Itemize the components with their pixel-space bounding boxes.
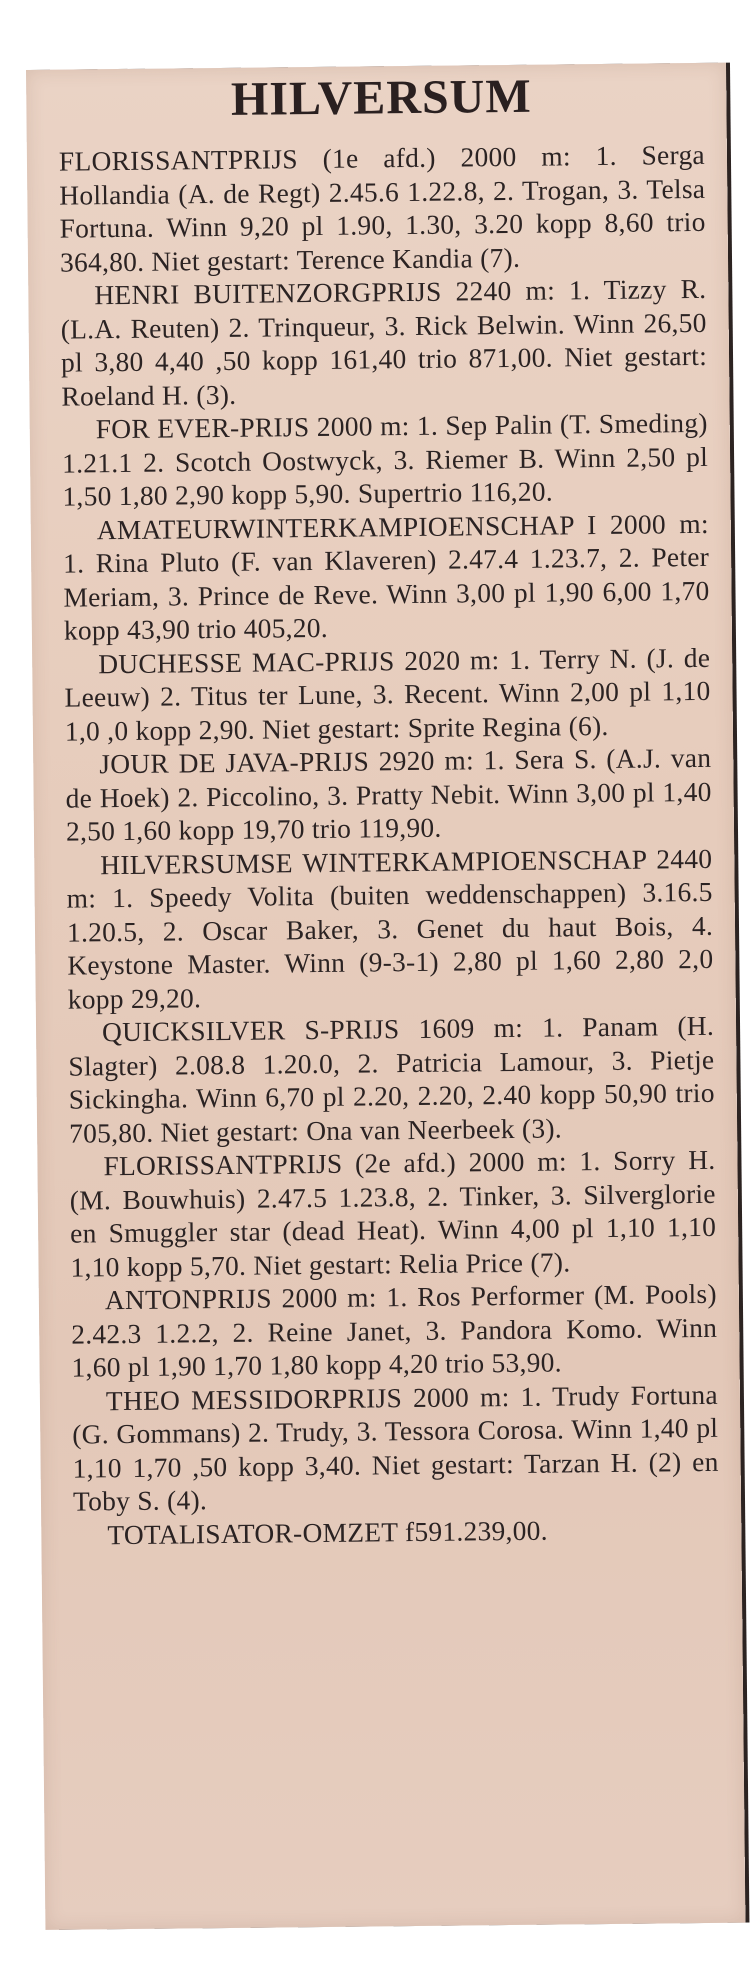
race-result-5: DUCHESSE MAC-PRIJS 2020 m: 1. Terry N. (J. de Leeuw) 2. Titus ter Lune, 3. Recent. Winn 2,00 pl 1,10 1,0 ,0 kopp 2,90. Niet gestart: Sprite Regina (6). <box>64 642 711 747</box>
race-result-9: FLORISSANTPRIJS (2e afd.) 2000 m: 1. Sorry H. (M. Bouwhuis) 2.47.5 1.23.8, 2. Tinker, 3. Silverglorie en Smuggler star (dead Heat). Winn 4,00 pl 1,10 1,10 1,10 kopp 5,70. Niet gestart: Relia Price (7). <box>69 1144 717 1283</box>
race-result-3: FOR EVER-PRIJS 2000 m: 1. Sep Palin (T. Smeding) 1.21.1 2. Scotch Oostwyck, 3. Riemer B. Winn 2,50 pl 1,50 1,80 2,90 kopp 5,90. Supertrio 116,20. <box>61 407 709 512</box>
totalisator-total: TOTALISATOR-OMZET f591.239,00. <box>107 1515 548 1550</box>
race-results <box>59 139 720 1553</box>
race-result-10: ANTONPRIJS 2000 m: 1. Ros Performer (M. Pools) 2.42.3 1.2.2, 2. Reine Janet, 3. Pandora Komo. Winn 1,60 pl 1,90 1,70 1,80 kopp 4,20 trio 53,90. <box>71 1278 718 1383</box>
article-title: HILVERSUM <box>230 69 532 126</box>
race-result-11: THEO MESSIDORPRIJS 2000 m: 1. Trudy Fortuna (G. Gommans) 2. Trudy, 3. Tessora Corosa. Winn 1,40 pl 1,10 1,70 ,50 kopp 3,40. Niet gestart: Tarzan H. (2) en Toby S. (4). <box>72 1379 719 1517</box>
race-result-8: QUICKSILVER S-PRIJS 1609 m: 1. Panam (H. Slagter) 2.08.8 1.20.0, 2. Patricia Lamour, 3. Pietje Sickingha. Winn 6,70 pl 2.20, 2.20, 2.40 kopp 50,90 trio 705,80. Niet gestart: Ona van Neerbeek (3). <box>68 1010 715 1149</box>
race-result-1: FLORISSANTPRIJS (1e afd.) 2000 m: 1. Serga Hollandia (A. de Regt) 2.45.6 1.22.8, 2. Trogan, 3. Telsa Fortuna. Winn 9,20 pl 1.90, 1.30, 3.20 kopp 8,60 trio 364,80. Niet gestart: Terence Kandia (7). <box>58 139 706 278</box>
race-result-7: HILVERSUMSE WINTERKAMPIOENSCHAP 2440 m: 1. Speedy Volita (buiten weddenschappen) 3.16.5 1.20.5, 2. Oscar Baker, 3. Genet du haut Bois, 4. Keystone Master. Winn (9-3-1) 2,80 pl 1,60 2,80 2,0 kopp 29,20. <box>66 843 714 1015</box>
race-result-2: HENRI BUITENZORGPRIJS 2240 m: 1. Tizzy R. (L.A. Reuten) 2. Trinqueur, 3. Rick Belwin. Winn 26,50 pl 3,80 4,40 ,50 kopp 161,40 trio 871,00. Niet gestart: Roeland H. (3). <box>60 273 708 412</box>
race-result-6: JOUR DE JAVA-PRIJS 2920 m: 1. Sera S. (A.J. van de Hoek) 2. Piccolino, 3. Pratty Nebit. Winn 3,00 pl 1,40 2,50 1,60 kopp 19,70 trio 119,90. <box>65 742 712 847</box>
newspaper-clipping <box>26 63 745 1930</box>
race-result-4: AMATEURWINTERKAMPIOENSCHAP I 2000 m: 1. Rina Pluto (F. van Klaveren) 2.47.4 1.23.7, 2. Peter Meriam, 3. Prince de Reve. Winn 3,00 pl 1,90 6,00 1,70 kopp 43,90 trio 405,20. <box>63 508 710 646</box>
